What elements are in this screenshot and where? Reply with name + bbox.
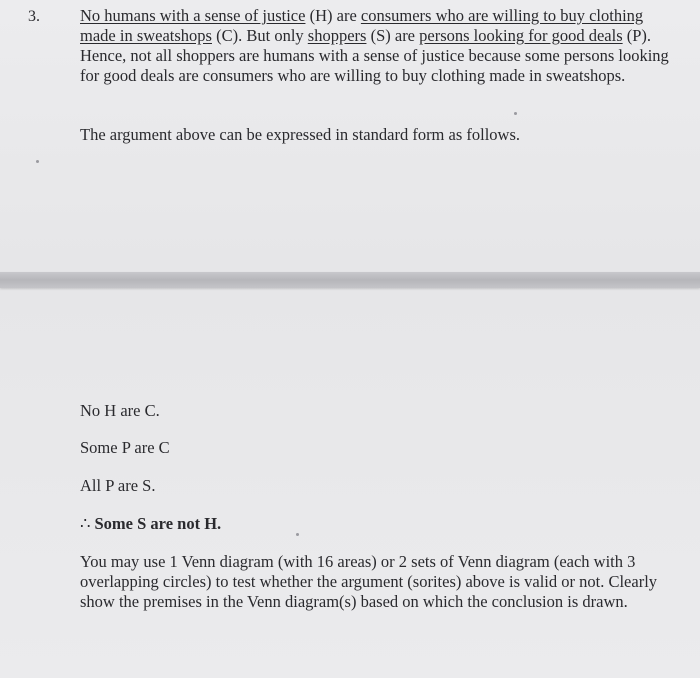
term-shoppers: shoppers xyxy=(307,26,367,45)
text-segment: (H) are xyxy=(305,6,361,25)
term-consumers: consumers who are willing to buy clothing made in sweatshops xyxy=(80,6,644,45)
therefore-symbol: ∴ xyxy=(80,514,91,533)
term-humans: No humans with a sense of justice xyxy=(80,6,306,25)
term-persons: persons looking for good deals xyxy=(419,26,623,45)
text-segment: (C). But only xyxy=(211,26,308,45)
conclusion-text: Some S are not H. xyxy=(94,514,222,533)
argument-paragraph xyxy=(80,6,680,86)
premise-3: All P are S. xyxy=(80,476,156,495)
paper-speck xyxy=(514,112,517,115)
premise-1: No H are C. xyxy=(80,401,160,420)
standard-form-intro: The argument above can be expressed in standard form as follows. xyxy=(80,125,521,144)
premise-2: Some P are C xyxy=(80,438,170,457)
conclusion xyxy=(80,514,221,534)
paper-speck xyxy=(36,160,39,163)
paper-speck xyxy=(296,533,299,536)
text-segment: (P). Hence, not all shoppers are humans with a sense of justice because some persons looking for good deals are consumers who are willing to buy clothing made in sweatshops. xyxy=(80,26,669,85)
section-divider xyxy=(0,272,700,288)
text-segment: (S) are xyxy=(366,26,420,45)
venn-instructions: You may use 1 Venn diagram (with 16 areas) or 2 sets of Venn diagram (each with 3 overlapping circles) to test whether the argument (sorites) above is valid or not. Clearly show the premises in the Venn diagram(s) based on which the conclusion is drawn. xyxy=(80,552,658,611)
question-number: 3. xyxy=(28,8,40,25)
